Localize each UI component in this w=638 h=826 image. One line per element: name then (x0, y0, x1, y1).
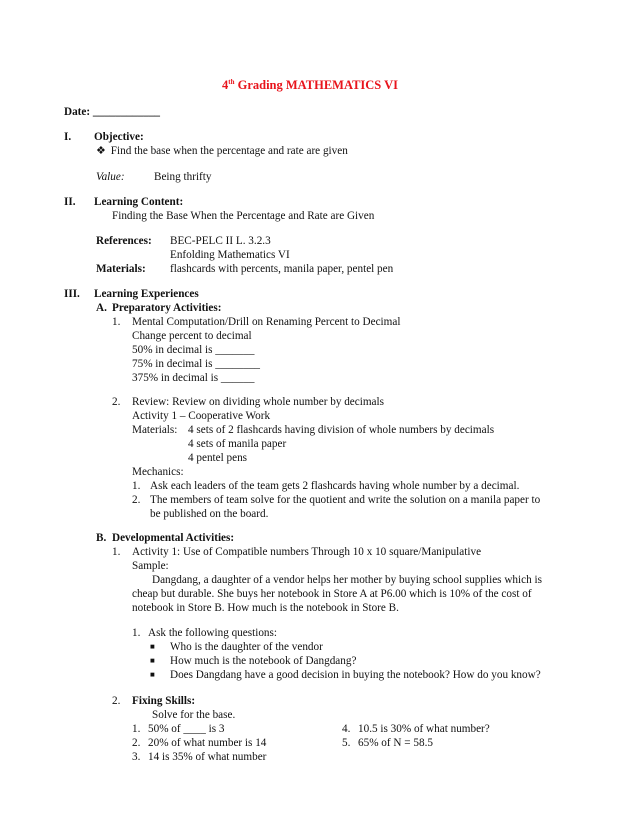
date-label: Date: (64, 106, 91, 118)
section-heading: Objective: (94, 131, 144, 143)
materials-text: flashcards with percents, manila paper, pentel pen (170, 263, 394, 275)
references-label: References: (96, 235, 152, 247)
value-label: Value: (96, 171, 125, 183)
dev-item-1 (112, 547, 481, 558)
activity-material: 4 sets of manila paper (188, 438, 287, 450)
item-num: 1. (132, 723, 141, 735)
item-num: 5. (342, 737, 351, 749)
square-bullet-icon: ■ (150, 656, 155, 665)
problem-item (132, 724, 224, 735)
question-text: How much is the notebook of Dangdang? (170, 655, 357, 667)
mechanics-label: Mechanics: (132, 466, 184, 478)
objective-text: Find the base when the percentage and rate are given (110, 145, 348, 157)
item-num: 2. (132, 737, 141, 749)
question-item (150, 670, 541, 681)
section-num: II. (64, 196, 76, 208)
subsection-developmental (96, 533, 234, 544)
square-bullet-icon: ■ (150, 670, 155, 679)
item-num: 2. (132, 494, 141, 506)
item-num: 1. (112, 316, 121, 328)
item-text: 10.5 is 30% of what number? (358, 723, 490, 735)
question-text: Who is the daughter of the vendor (170, 641, 323, 653)
problem-item (342, 738, 433, 749)
problem-item (132, 738, 266, 749)
item-heading: Fixing Skills: (132, 695, 196, 707)
mechanics-item-cont: be published on the board. (150, 508, 269, 520)
prep-item-2 (112, 397, 384, 408)
materials-label: Materials: (96, 263, 146, 275)
title-sup: th (228, 78, 235, 86)
activity-material: 4 sets of 2 flashcards having division of whole numbers by decimals (188, 424, 495, 436)
sample-paragraph-line: notebook in Store B. How much is the notebook in Store B. (132, 602, 399, 614)
subsection-heading: Preparatory Activities: (112, 302, 222, 314)
section-num: I. (64, 131, 72, 143)
content-topic: Finding the Base When the Percentage and Rate are Given (112, 210, 375, 222)
drill-line: 375% in decimal is ______ (132, 372, 255, 384)
question-item (150, 656, 356, 667)
objective-bullet (96, 146, 348, 157)
subsection-preparatory (96, 303, 221, 314)
item-text: Mental Computation/Drill on Renaming Percent to Decimal (132, 316, 401, 328)
subsection-label: A. (96, 302, 107, 314)
sample-label: Sample: (132, 560, 169, 572)
dev-item-2 (112, 696, 195, 707)
fixing-instruction: Solve for the base. (152, 709, 236, 721)
item-text: 14 is 35% of what number (148, 751, 267, 763)
problem-item (342, 724, 490, 735)
item-num: 2. (112, 396, 121, 408)
problem-item (132, 752, 266, 763)
drill-line: 75% in decimal is ________ (132, 358, 261, 370)
subsection-label: B. (96, 532, 107, 544)
item-text: Ask the following questions: (148, 627, 277, 639)
item-text: 50% of ____ is 3 (148, 723, 225, 735)
question-item (150, 642, 323, 653)
title-grade: 4 (222, 78, 229, 93)
section-heading: Learning Content: (94, 196, 184, 208)
value-line (96, 172, 211, 183)
reference-item: BEC-PELC II L. 3.2.3 (170, 235, 271, 247)
mechanics-item (132, 481, 519, 492)
date-line (64, 107, 160, 118)
item-num: 1. (132, 480, 141, 492)
section-learning-experiences (64, 289, 199, 300)
prep-item-1 (112, 317, 400, 328)
item-num: 2. (112, 695, 121, 707)
diamond-bullet-icon: ❖ (96, 145, 107, 157)
section-heading: Learning Experiences (94, 288, 199, 300)
mechanics-item (132, 495, 540, 506)
item-text: The members of team solve for the quotient and write the solution on a manila paper to (150, 494, 541, 506)
drill-line: 50% in decimal is _______ (132, 344, 255, 356)
sample-paragraph-line: Dangdang, a daughter of a vendor helps her mother by buying school supplies which is (152, 574, 542, 586)
activity-materials-label: Materials: (132, 424, 178, 436)
item-num: 3. (132, 751, 141, 763)
question-text: Does Dangdang have a good decision in buying the notebook? How do you know? (170, 669, 541, 681)
title-rest: Grading MATHEMATICS VI (234, 78, 399, 93)
drill-line: Change percent to decimal (132, 330, 252, 342)
item-text: Ask each leaders of the team gets 2 flashcards having whole number by a decimal. (150, 480, 520, 492)
ask-line (132, 628, 277, 639)
page-title (222, 79, 398, 92)
square-bullet-icon: ■ (150, 642, 155, 651)
section-objective (64, 132, 144, 143)
item-text: 20% of what number is 14 (148, 737, 267, 749)
item-num: 4. (342, 723, 351, 735)
activity-line: Activity 1 – Cooperative Work (132, 410, 271, 422)
activity-material: 4 pentel pens (188, 452, 248, 464)
sample-paragraph-line: cheap but durable. She buys her notebook in Store A at P6.00 which is 10% of the cost of (132, 588, 532, 600)
reference-item: Enfolding Mathematics VI (170, 249, 290, 261)
item-num: 1. (112, 546, 121, 558)
subsection-heading: Developmental Activities: (112, 532, 235, 544)
item-text: Review: Review on dividing whole number by decimals (132, 396, 384, 408)
section-learning-content (64, 197, 183, 208)
date-blank: ____________ (92, 106, 161, 118)
item-text: 65% of N = 58.5 (358, 737, 433, 749)
value-text: Being thrifty (154, 171, 212, 183)
section-num: III. (64, 288, 80, 300)
item-num: 1. (132, 627, 141, 639)
item-text: Activity 1: Use of Compatible numbers Through 10 x 10 square/Manipulative (132, 546, 482, 558)
